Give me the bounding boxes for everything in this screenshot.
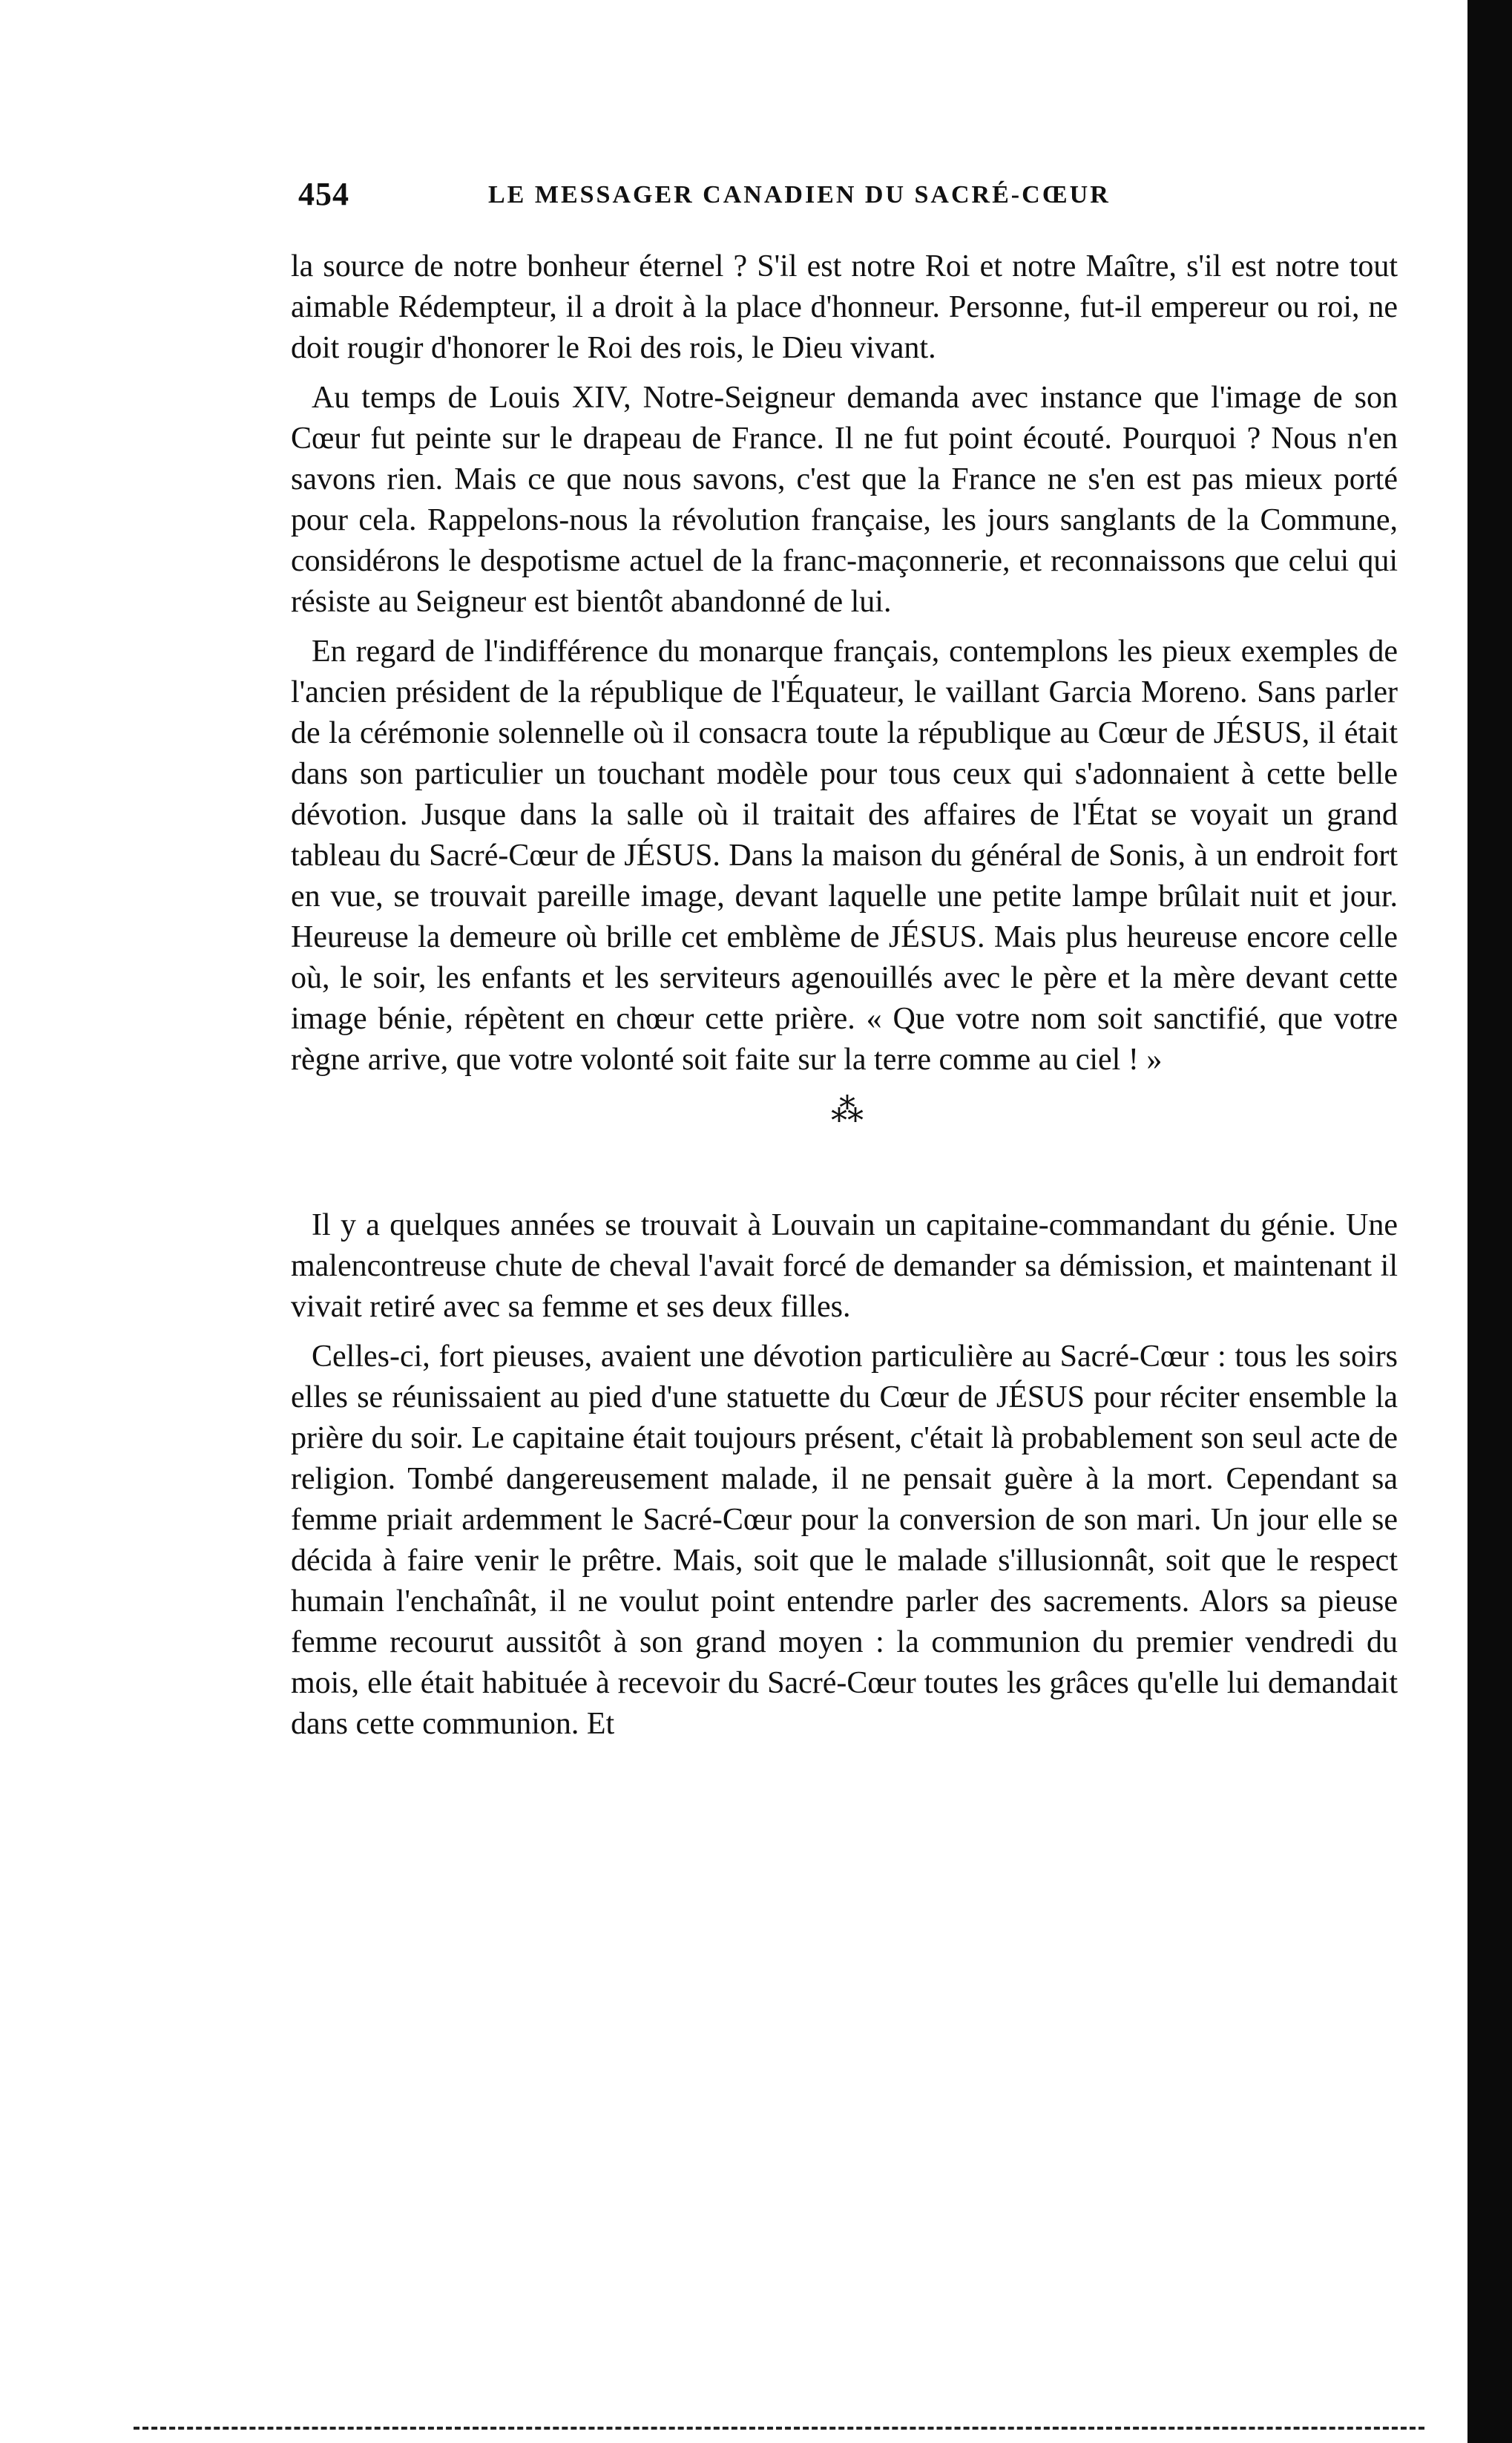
bottom-rule xyxy=(134,2427,1424,2430)
asterism-icon: ⁂ xyxy=(831,1092,864,1129)
page-number: 454 xyxy=(298,176,349,212)
paragraph: Celles-ci, fort pieuses, avaient une dévotion particulière au Sacré-Cœur : tous les soirs elles se réunissaient au pied d'une statuette du Cœur de JÉSUS pour réciter ensemble la prière du soir. Le capitaine était toujours présent, c'était là probablement son seul acte de religion. Tombé dangereusement malade, il ne pensait guère à la mort. Cependant sa femme priait ardemment le Sacré-Cœur pour la conversion de son mari. Un jour elle se décida à faire venir le prêtre. Mais, soit que le malade s'illusionnât, soit que le respect humain l'enchaînât, il ne voulut point entendre parler des sacrements. Alors sa pieuse femme recourut aussitôt à son grand moyen : la communion du premier vendredi du mois, elle était habituée à recevoir du Sacré-Cœur toutes les grâces qu'elle lui demandait dans cette communion. Et xyxy=(291,1339,1398,1741)
paragraph: En regard de l'indifférence du monarque français, contemplons les pieux exemples de l'ancien président de la république de l'Équateur, le vaillant Garcia Moreno. Sans parler de la cérémonie solennelle où il consacra toute la république au Cœur de JÉSUS, il était dans son particulier un touchant modèle pour tous ceux qui s'adonnaient à cette belle dévotion. Jusque dans la salle où il traitait des affaires de l'État se voyait un grand tableau du Sacré-Cœur de JÉSUS. Dans la maison du général de Sonis, à un endroit fort en vue, se trouvait pareille image, devant laquelle une petite lampe brûlait nuit et jour. Heureuse la demeure où brille cet emblème de JÉSUS. Mais plus heureuse encore celle où, le soir, les enfants et les serviteurs agenouillés avec le père et la mère devant cette image bénie, répètent en chœur cette prière. « Que votre nom soit sanctifié, que votre règne arrive, que votre volonté soit faite sur la terre comme au ciel ! » xyxy=(291,634,1398,1077)
running-header xyxy=(291,175,1398,220)
page-edge-shadow xyxy=(1467,0,1512,2443)
book-page xyxy=(291,175,1398,1754)
paragraph: la source de notre bonheur éternel ? S'il est notre Roi et notre Maître, s'il est notre tout aimable Rédempteur, il a droit à la place d'honneur. Personne, fut-il empereur ou roi, ne doit rougir d'honorer le Roi des rois, le Dieu vivant. xyxy=(291,249,1398,365)
paragraph: Il y a quelques années se trouvait à Louvain un capitaine-commandant du génie. Une malencontreuse chute de cheval l'avait forcé de demander sa démission, et maintenant il vivait retiré avec sa femme et ses deux filles. xyxy=(291,1208,1398,1324)
section-break xyxy=(291,1094,1398,1205)
paragraph: Au temps de Louis XIV, Notre-Seigneur demanda avec instance que l'image de son Cœur fut peinte sur le drapeau de France. Il ne fut point écouté. Pourquoi ? Nous n'en savons rien. Mais ce que nous savons, c'est que la France ne s'en est pas mieux porté pour cela. Rappelons-nous la révolution française, les jours sanglants de la Commune, considérons le despotisme actuel de la franc-maçonnerie, et reconnaissons que celui qui résiste au Seigneur est bientôt abandonné de lui. xyxy=(291,381,1398,619)
running-title: LE MESSAGER CANADIEN DU SACRÉ-CŒUR xyxy=(488,181,1111,209)
